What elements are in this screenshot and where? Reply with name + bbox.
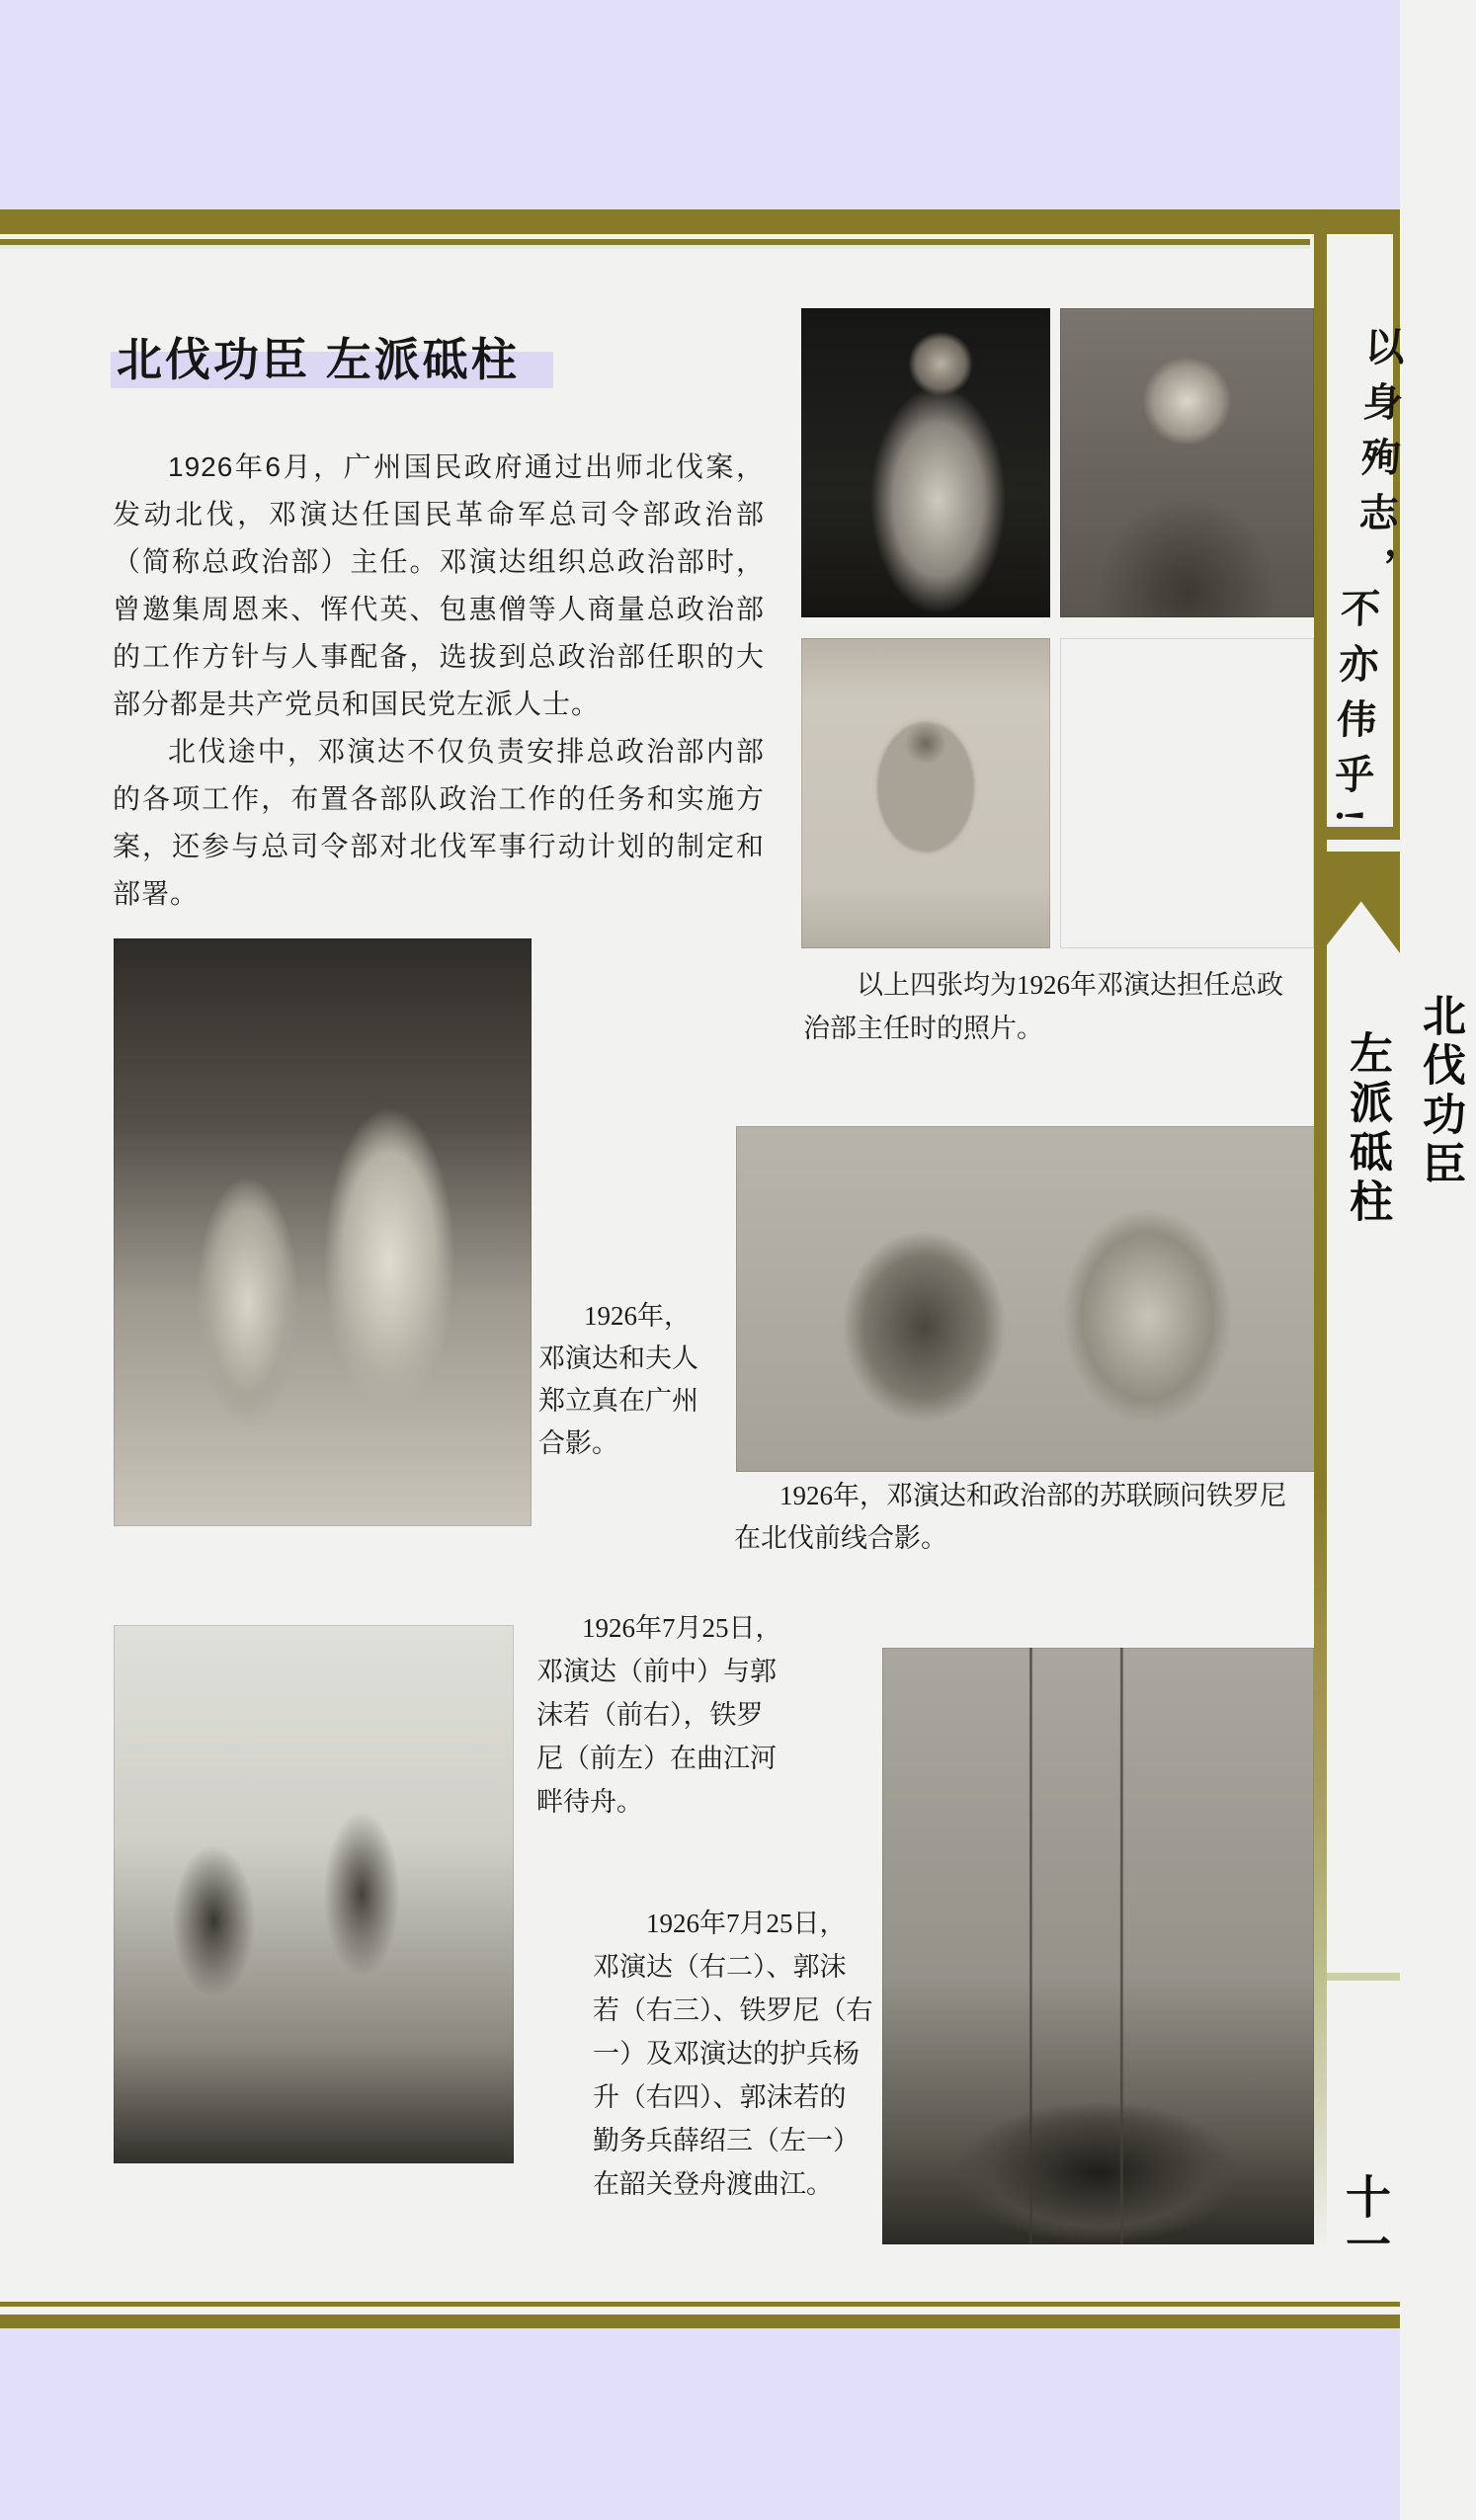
photo-deng-bust-portrait: [1060, 308, 1314, 617]
top-margin-band: [0, 0, 1400, 209]
top-thick-rule: [0, 209, 1400, 234]
caption-line: 邓演达（前中）与郭: [536, 1657, 777, 1686]
caption-line: 在北伐前线合影。: [734, 1523, 947, 1553]
caption-line: 勤务兵薛绍三（左一）: [593, 2126, 860, 2155]
caption-line: 1926年7月25日，: [582, 1613, 782, 1643]
photo-riverbank-group: [114, 1625, 514, 2163]
page-title: 北伐功臣 左派砥柱: [117, 334, 520, 385]
body-text: [113, 444, 765, 918]
caption-line: 畔待舟。: [536, 1787, 643, 1817]
caption-boat-photo: [593, 1902, 873, 2206]
calligraphy-column-2: 不亦伟乎!: [1327, 587, 1381, 839]
caption-photo-grid: [803, 963, 1283, 1050]
caption-line: 1926年7月25日，: [646, 1909, 847, 1938]
photo-boat-boarding: [882, 1648, 1314, 2244]
bottom-thick-rule: [0, 2315, 1400, 2328]
caption-line: 在韶关登舟渡曲江。: [593, 2169, 833, 2199]
caption-line: 邓演达和夫人: [538, 1343, 698, 1373]
caption-line: 1926年，: [584, 1301, 691, 1331]
bottom-margin-band: [0, 2328, 1400, 2520]
calligraphy-column-1: 以身殉志，: [1351, 325, 1405, 604]
photo-deng-with-wife: [114, 938, 532, 1526]
caption-line: 沫若（前右），铁罗: [536, 1700, 764, 1730]
sidebar-title-part-1: 北伐功臣: [1416, 993, 1464, 1190]
caption-family-photo: [538, 1295, 698, 1465]
top-pale-rule: [0, 245, 1310, 249]
caption-line: 郑立真在广州: [538, 1386, 698, 1416]
caption-line: 尼（前左）在曲江河: [536, 1744, 777, 1773]
sidebar-vertical-rule: [1314, 234, 1327, 2254]
sidebar-pale-divider: [1327, 1973, 1400, 1981]
caption-line: 邓演达（右二）、郭沫: [593, 1952, 847, 1982]
caption-line: 以上四张均为1926年邓演达担任总政: [857, 970, 1283, 1000]
caption-line: 合影。: [538, 1428, 618, 1458]
caption-line: 升（右四）、郭沫若的: [593, 2082, 847, 2112]
photo-deng-certificate-oval: [801, 638, 1050, 948]
caption-line: 一）及邓演达的护兵杨: [593, 2039, 860, 2069]
photo-deng-with-soviet-advisor: [736, 1126, 1324, 1472]
sidebar-vertical-title: [1330, 993, 1476, 1408]
sidebar-title-part-2: 左派砥柱: [1343, 1030, 1391, 1228]
caption-advisor-photo: [734, 1475, 1286, 1560]
bottom-thin-rule: [0, 2302, 1400, 2307]
caption-riverbank-photo: [536, 1606, 782, 1824]
caption-line: 治部主任时的照片。: [803, 1014, 1043, 1043]
page-number: 十一: [1340, 2173, 1391, 2268]
sidebar-ribbon: [1327, 852, 1400, 953]
caption-line: 1926年，邓演达和政治部的苏联顾问铁罗尼: [779, 1481, 1286, 1510]
photo-deng-standing-officer: [1060, 638, 1314, 948]
photo-deng-arms-crossed: [801, 308, 1050, 617]
body-paragraph-1: 1926年6月，广州国民政府通过出师北伐案，发动北伐，邓演达任国民革命军总司令部政治部（简称总政治部）主任。邓演达组织总政治部时，曾邀集周恩来、恽代英、包惠僧等人商量总政治部的工作方针与人事配备，选拔到总政治部任职的大部分都是共产党员和国民党左派人士。: [113, 451, 765, 719]
body-paragraph-2: 北伐途中，邓演达不仅负责安排总政治部内部的各项工作，布置各部队政治工作的任务和实施方案，还参与总司令部对北伐军事行动计划的制定和部署。: [113, 736, 765, 909]
caption-line: 若（右三）、铁罗尼（右: [593, 1995, 873, 2025]
